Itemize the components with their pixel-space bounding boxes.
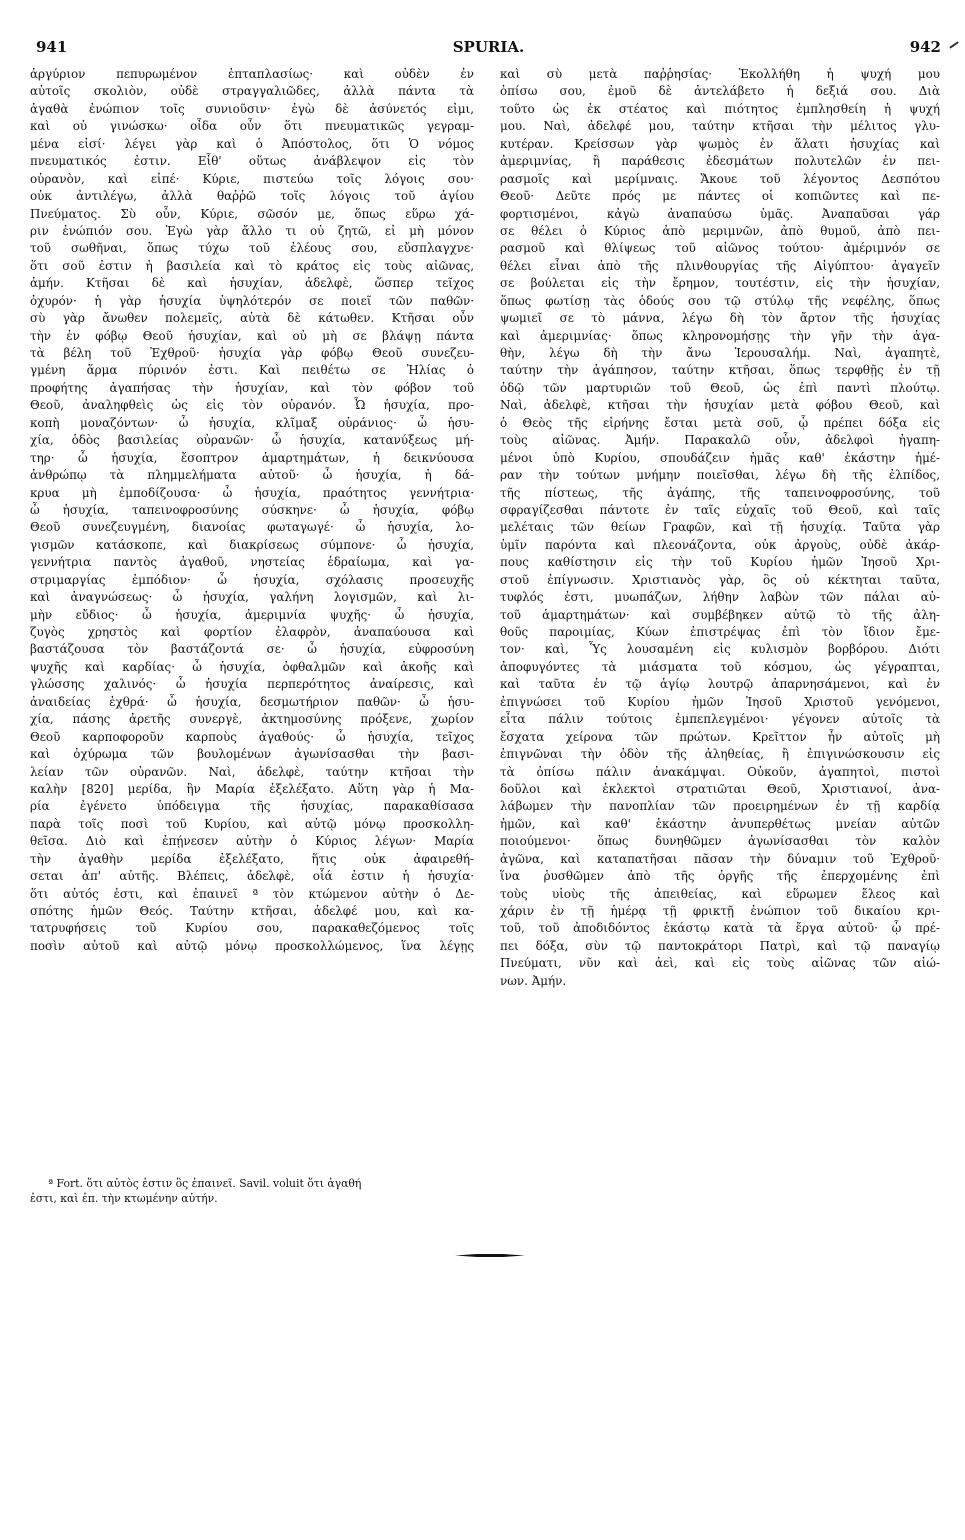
right-column-line: νων. Ἀμήν. [500, 973, 567, 988]
right-column-line: Ναὶ, ἀδελφὲ, κτῆσαι τὴν ἡσυχίαν μετὰ φόβου Θεοῦ, καὶ [500, 398, 940, 413]
left-column-line: ἀργύριον πεπυρωμένον ἐπταπλασίως· καὶ οὐδὲν ἐν [30, 67, 474, 81]
margin-mark [949, 41, 958, 48]
left-column-line: ὀχυρόν· ἡ γὰρ ἡσυχία ὑψηλότερόν σε ποιεῖ τῶν παθῶν· [30, 293, 474, 308]
left-column-line: βαστάζουσα τὸν βαστάζοντά σε· ὦ ἡσυχία, εὐφροσύνη [30, 642, 474, 657]
left-column-line: καὶ οὐ γινώσκω· οἶδα οὖν ὅτι πνευματικῶς γεγραμ- [30, 119, 474, 134]
right-column-line: ὑμῖν παρόντα καὶ πλεονάζοντα, οὐκ ἀργοὺς, οὐδὲ ἀκάρ- [500, 537, 940, 552]
right-column [500, 66, 940, 990]
right-column-line: ρασμοῦ καὶ θλίψεως τοῦ αἰῶνος τούτου· ἀμέριμνόν σε [500, 241, 940, 256]
page-header [36, 38, 941, 58]
left-column-line: ὅτι σοῦ ἐστιν ἡ βασιλεία καὶ τὸ κράτος εἰς τοὺς αἰῶνας, [30, 258, 474, 273]
right-column-line: θοῦς παροιμίας, Κύων ἐπιστρέψας ἐπὶ τὸν ἴδιον ἔμε- [500, 625, 940, 639]
left-column-line: σὺ γὰρ ἄνωθεν πολεμεῖς, αὐτὰ δὲ κάτωθεν. Κτῆσαι οὖν [30, 311, 474, 326]
right-column-line: μένοι ὑπὸ Κυρίου, σπουδάζειν ἡμᾶς καθ' ἑκάστην ἡμέ- [500, 450, 940, 465]
right-column-line: εἶτα πάλιν τούτοις ἐμπεπλεγμένοι· γέγονεν αὐτοῖς τὰ [500, 712, 940, 727]
left-column-line: καὶ ἀναγνώσεως· ὦ ἡσυχία, γαλήνη λογισμῶν, καὶ λι- [30, 590, 474, 605]
right-column-line: τῆς πίστεως, τῆς ἀγάπης, τῆς ταπεινοφροσύνης, τοῦ [500, 485, 940, 500]
right-column-line: ἡμῶν, καὶ καθ' ἑκάστην ἀνυπερθέτως μνείαν αὐτῶν [500, 816, 940, 831]
end-ornament-rule [455, 1253, 525, 1258]
left-column-line: Θεοῦ καρποφοροῦν καρποὺς ἀγαθούς· ὦ ἡσυχία, τεῖχος [30, 729, 474, 744]
right-column-line: ὁδῷ τῶν μαρτυριῶν τοῦ Θεοῦ, ὡς ἐπὶ παντὶ πλούτῳ. [500, 380, 940, 395]
page-number-right: 942 [909, 38, 941, 56]
left-column-line: ποσὶν αὐτοῦ καὶ αὐτῷ μόνῳ προσκολλώμενος, ἵνα λέγῃς [30, 938, 474, 953]
right-column-line: τοῦτο ὡς ἐκ στέατος καὶ πιότητος ἐμπλησθείη ἡ ψυχή [500, 101, 940, 116]
right-column-line: ὁ Θεὸς τῆς εἰρήνης ἔσται μετὰ σοῦ, ᾧ πρέπει δόξα εἰς [500, 415, 940, 430]
left-column-line: γμένη ἅρμα πύρινόν ἐστι. Καὶ πειθέτω σε Ἠλίας ὁ [30, 363, 474, 378]
footnote-line: ª Fort. ὅτι αὐτὸς ἐστιν ὃς ἐπαινεῖ. Savil. voluit ὅτι ἀγαθή [48, 1177, 362, 1190]
left-column-line: χία, ὁδὸς βασιλείας οὐρανῶν· ὦ ἡσυχία, κατανύξεως μή- [30, 433, 474, 448]
right-column-line: χάριν ἐν τῇ ἡμέρᾳ τῇ φρικτῇ ἐνώπιον τοῦ δικαίου κρι- [500, 904, 940, 918]
left-column-line: καὶ ὀχύρωμα τῶν βουλομένων ἀγωνίσασθαι τὴν βασι- [30, 747, 474, 762]
right-column-line: ὅπως φωτίσῃ τὰς ὁδούς σου τῷ στύλῳ τῆς νεφέλης, ὅπως [500, 293, 940, 308]
left-column-line: τὰ βέλη τοῦ Ἐχθροῦ· ἡσυχία γὰρ φόβῳ Θεοῦ συνεζευ- [30, 346, 474, 360]
left-column-line: Θεοῦ, ἀναληφθεὶς ὡς εἰς τὸν οὐρανόν. Ὦ ἡσυχία, προ- [30, 398, 474, 413]
left-column-line: μένα εἰσί· λέγει γὰρ καὶ ὁ Ἀπόστολος, ὅτι Ὁ νόμος [30, 136, 474, 151]
left-column-line: ἀναιδείας ἐχθρά· ὦ ἡσυχία, δεσμωτήριον παθῶν· ὦ ἡσυ- [30, 694, 474, 709]
left-column-line: κρυα μὴ ἐμποδίζουσα· ὦ ἡσυχία, πραότητος γεννήτρια· [30, 485, 474, 500]
right-column-line: τον· καὶ, Ὗς λουσαμένη εἰς κυλισμὸν βορβόρου. Διότι [500, 642, 940, 657]
right-column-line: τοὺς αἰῶνας. Ἀμήν. Παρακαλῶ οὖν, ἀδελφοὶ ἠγαπη- [500, 433, 940, 448]
right-column-line: τοῦ ἁμαρτημάτων· καὶ συμβέβηκεν αὐτῷ τὸ τῆς ἀλη- [500, 607, 940, 622]
page-number-left: 941 [36, 38, 68, 56]
right-column-line: δοῦλοι καὶ ἐκλεκτοὶ στρατιῶται Θεοῦ, Χριστιανοί, ἀνα- [500, 781, 940, 796]
right-column-line: σφραγίζεσθαι πάντοτε ἐν ταῖς εὐχαῖς τοῦ Θεοῦ, καὶ ταῖς [500, 502, 940, 517]
left-column-line: αὐτοῖς σκολιὸν, οὐδὲ στραγγαλιῶδες, ἀλλὰ πάντα τὰ [30, 84, 474, 99]
right-column-line: ἵνα ῥυσθῶμεν ἀπὸ τῆς ὀργῆς τῆς ἐπερχομένης ἐπὶ [500, 869, 940, 884]
left-column-line: ζυγὸς χρηστὸς καὶ φορτίον ἐλαφρὸν, ἀναπαύουσα καὶ [30, 625, 474, 639]
left-column-line: γεννήτρια παντὸς ἀγαθοῦ, νηστείας ἑδραίωμα, καὶ γα- [30, 555, 474, 570]
left-column-line: ἀμήν. Κτῆσαι δὲ καὶ ἡσυχίαν, ἀδελφὲ, ὥσπερ τεῖχος [30, 276, 474, 291]
right-column-line: ὀπίσω σου, ἐμοῦ δὲ ἀντελάβετο ἡ δεξιά σου. Διὰ [500, 84, 940, 99]
left-column-line: ἀνθρώπῳ τὰ πλημμελήματα αὐτοῦ· ὦ ἡσυχία, ἡ δά- [30, 468, 474, 483]
right-column-line: ψωμιεῖ σε τὸ μάννα, λέγω δὴ τὸν ἄρτον τῆς ἡσυχίας [500, 311, 940, 326]
right-column-line: ἀμεριμνίας, ἢ παράθεσις ἐδεσμάτων πολυτελῶν ἐν πει- [500, 154, 940, 169]
left-column-line: παρὰ τοῖς ποσὶ τοῦ Κυρίου, καὶ αὐτῷ μόνῳ προσκολλη- [30, 816, 474, 831]
right-column-line: σε βούλεται εἰς τὴν ἔρημον, τουτέστιν, εἰς τὴν ἡσυχίαν, [500, 276, 940, 291]
left-column-line: τὴν ἐν φόβῳ Θεοῦ ἡσυχίαν, καὶ οὐ μὴ σε βλάψῃ πάντα [30, 328, 474, 343]
right-column-line: λάβωμεν τὴν πανοπλίαν τῶν προειρημένων ἐν τῇ καρδίᾳ [500, 799, 940, 814]
left-column-line: τηρ· ὦ ἡσυχία, ἔσοπτρον ἁμαρτημάτων, ἡ δεικνύουσα [30, 450, 474, 465]
right-column-line: ραν τὴν τούτων μνήμην ποιεῖσθαι, λέγω δὴ τῆς ἐλπίδος, [500, 468, 940, 483]
left-column-line: τοῦ σωθῆναι, ὅπως τύχω τοῦ ἐλέους σου, εὔσπλαγχνε· [30, 241, 474, 256]
right-column-line: θὴν, λέγω δὴ τὴν ἄνω Ἱερουσαλήμ. Ναὶ, ἀγαπητὲ, [500, 346, 940, 360]
left-column-line: καλὴν [820] μερίδα, ἣν Μαρία ἐξελέξατο. Αὕτη γὰρ ἡ Μα- [30, 781, 474, 796]
left-column-line: πνευματικός ἐστιν. Εἶθ' οὕτως ἀνάβλεψον εἰς τὸν [30, 154, 474, 169]
footnote [30, 1176, 474, 1206]
right-column-line: ἐπιγνώσει τοῦ Κυρίου ἡμῶν Ἰησοῦ Χριστοῦ γενόμενοι, [500, 694, 940, 709]
left-column-line: λείαν τῶν οὐρανῶν. Ναὶ, ἀδελφὲ, ταύτην κτῆσαι τὴν [30, 764, 474, 779]
running-title: SPURIA. [452, 38, 525, 56]
left-column-line: σπότης ἡμῶν Θεός. Ταύτην κτῆσαι, ἀδελφέ μου, καὶ κα- [30, 904, 474, 918]
left-column-line: ἀγαθὰ ἐνώπιον τοῖς συνιοῦσιν· ἐγὼ δὲ ἀσύνετός εἰμι, [30, 101, 474, 116]
right-column-line: ρασμοῖς καὶ μερίμναις. Ἄκουε τοῦ λέγοντος Δεσπότου [500, 171, 940, 186]
left-column-line: ψυχῆς καὶ καρδίας· ὦ ἡσυχία, ὀφθαλμῶν καὶ ἀκοῆς καὶ [30, 659, 474, 674]
left-column-line: γλώσσης χαλινός· ὦ ἡσυχία περπερότητος ἀναίρεσις, καὶ [30, 677, 474, 692]
right-column-line: πους καθίστησιν εἰς τὴν τοῦ Κυρίου ἡμῶν Ἰησοῦ Χρι- [500, 555, 940, 570]
right-column-line: μελέταις τῶν θείων Γραφῶν, καὶ τῇ ἡσυχίᾳ. Ταῦτα γὰρ [500, 520, 940, 535]
right-column-line: ἔσχατα χείρονα τῶν πρώτων. Κρεῖττον ἦν αὐτοῖς μὴ [500, 729, 940, 744]
left-column-line: Θεοῦ συνεζευγμένη, διανοίας φωταγωγέ· ὦ ἡσυχία, λο- [30, 520, 474, 535]
left-column-line: σεται ἀπ' αὐτῆς. Βλέπεις, ἀδελφὲ, οἷά ἐστιν ἡ ἡσυχία· [30, 869, 474, 884]
left-column-line: γισμῶν κατάσκοπε, καὶ διακρίσεως σύμπονε· ὦ ἡσυχία, [30, 537, 474, 552]
left-column-line: χία, πάσης ἀρετῆς συνεργὲ, ἀκτημοσύνης πρόξενε, χωρίον [30, 712, 474, 727]
right-column-line: ἐπιγνῶναι τὴν ὁδὸν τῆς ἀληθείας, ἢ ἐπιγινώσκουσιν εἰς [500, 747, 940, 762]
right-column-line: τοῦ, τοῦ ἀποδιδόντος ἑκάστῳ κατὰ τὰ ἔργα αὐτοῦ· ᾧ πρέ- [500, 921, 940, 936]
right-column-line: καὶ ταῦτα ἐν τῷ ἁγίῳ λουτρῷ ἀπαρνησάμενοι, καὶ ἐν [500, 677, 940, 692]
left-column [30, 66, 474, 955]
right-column-line: Πνεύματι, νῦν καὶ ἀεὶ, καὶ εἰς τοὺς αἰῶνας τῶν αἰώ- [500, 956, 940, 971]
right-column-line: ἀγῶνα, καὶ καταπατῆσαι πᾶσαν τὴν δύναμιν τοῦ Ἐχθροῦ· [500, 851, 940, 866]
left-column-line: τατρυφήσεις τοῦ Κυρίου σου, παρακαθεζόμενος τοῖς [30, 921, 474, 936]
right-column-line: ποιούμενοι· ὅπως δυνηθῶμεν ἀγωνίσασθαι τὸν καλὸν [500, 834, 940, 849]
right-column-line: μου. Ναὶ, ἀδελφέ μου, ταύτην κτῆσαι τὴν μέλιτος γλυ- [500, 119, 940, 134]
left-column-line: προφήτης ἀγαπήσας τὴν ἡσυχίαν, καὶ τὸν φόβον τοῦ [30, 380, 474, 395]
right-column-line: σε θέλει ὁ Κύριος ἀπὸ μεριμνῶν, ἀπὸ θυμοῦ, ἀπὸ πει- [500, 223, 940, 238]
left-column-line: ὅτι αὐτός ἐστι, καὶ ἐπαινεῖ ª τὸν κτώμενον αὐτὴν ὁ Δε- [30, 886, 474, 901]
left-column-line: ρία ἐγένετο ὑπόδειγμα τῆς ἡσυχίας, παρακαθίσασα [30, 799, 474, 814]
left-column-line: στριμαργίας ἐμπόδιον· ὦ ἡσυχία, σχόλασις προσευχῆς [30, 572, 474, 587]
left-column-line: μὴν εὔδιος· ὦ ἡσυχία, ἀμεριμνία ψυχῆς· ὦ ἡσυχία, [30, 607, 474, 622]
right-column-line: ταύτην τὴν ἀγάπησον, ταύτην κτῆσαι, ὅπως τερφθῇς ἐν τῇ [500, 363, 940, 378]
right-column-line: Θεοῦ· Δεῦτε πρός με πάντες οἱ κοπιῶντες καὶ πε- [500, 189, 940, 204]
right-column-line: κυτέραν. Κρείσσων γὰρ ψωμὸς ἐν ἅλατι ἡσυχίας καὶ [500, 136, 940, 151]
left-column-line: Πνεύματος. Σὺ οὖν, Κύριε, σῶσόν με, ὅπως εὕρω χά- [30, 206, 474, 221]
right-column-line: φορτισμένοι, κἀγὼ ἀναπαύσω ὑμᾶς. Ἀναπαῦσαι γάρ [500, 206, 940, 221]
right-column-line: ἀποφυγόντες τὰ μιάσματα τοῦ κόσμου, ὡς γέγραπται, [500, 659, 940, 674]
right-column-line: στοῦ ἐπίγνωσιν. Χριστιανὸς γὰρ, ὃς οὐ κέκτηται ταῦτα, [500, 572, 940, 587]
left-column-line: θεῖσα. Διὸ καὶ ἐπῄνεσεν αὐτὴν ὁ Κύριος λέγων· Μαρία [30, 834, 474, 849]
right-column-line: τυφλός ἐστι, μυωπάζων, λήθην λαβὼν τῶν πάλαι αὐ- [500, 590, 940, 605]
left-column-line: ὦ ἡσυχία, ταπεινοφροσύνης σύσκηνε· ὦ ἡσυχία, φόβῳ [30, 502, 474, 517]
left-column-line: οὐκ ἀντιλέγω, ἀλλὰ θαῤῥῶ τοῖς λόγοις τοῦ ἁγίου [30, 189, 474, 204]
footnote-line: ἐστι, καὶ ἐπ. τὴν κτωμένην αὐτήν. [30, 1192, 218, 1205]
right-column-line: τὰ ὀπίσω πάλιν ἀνακάμψαι. Οὐκοῦν, ἀγαπητοὶ, πιστοὶ [500, 764, 940, 779]
right-column-line: καὶ ἀμεριμνίας· ὅπως κληρονομήσῃς τὴν γῆν τὴν ἀγα- [500, 328, 940, 343]
right-column-line: καὶ σὺ μετὰ παῤῥησίας· Ἐκολλήθη ἡ ψυχή μου [500, 67, 940, 81]
right-column-line: τοὺς υἱοὺς τῆς ἀπειθείας, καὶ εὕρωμεν ἔλεος καὶ [500, 886, 940, 901]
left-column-line: οὐρανὸν, καὶ εἰπέ· Κύριε, πιστεύω τοῖς λόγοις σου· [30, 171, 474, 186]
left-column-line: κοπὴ μοναζόντων· ὦ ἡσυχία, κλῖμαξ οὐράνιος· ὦ ἡσυ- [30, 415, 474, 430]
right-column-line: πει δόξα, σὺν τῷ παντοκράτορι Πατρὶ, καὶ τῷ παναγίῳ [500, 938, 940, 953]
right-column-line: θέλει εἶναι ἀπὸ τῆς πλινθουργίας τῆς Αἰγύπτου· ἀγαγεῖν [500, 258, 940, 273]
left-column-line: ριν ἐνώπιόν σου. Ἐγὼ γὰρ ἄλλο τι οὐ ζητῶ, εἰ μὴ μόνον [30, 223, 474, 238]
left-column-line: τὴν ἀγαθὴν μερίδα ἐξελέξατο, ἥτις οὐκ ἀφαιρεθή- [30, 851, 474, 866]
